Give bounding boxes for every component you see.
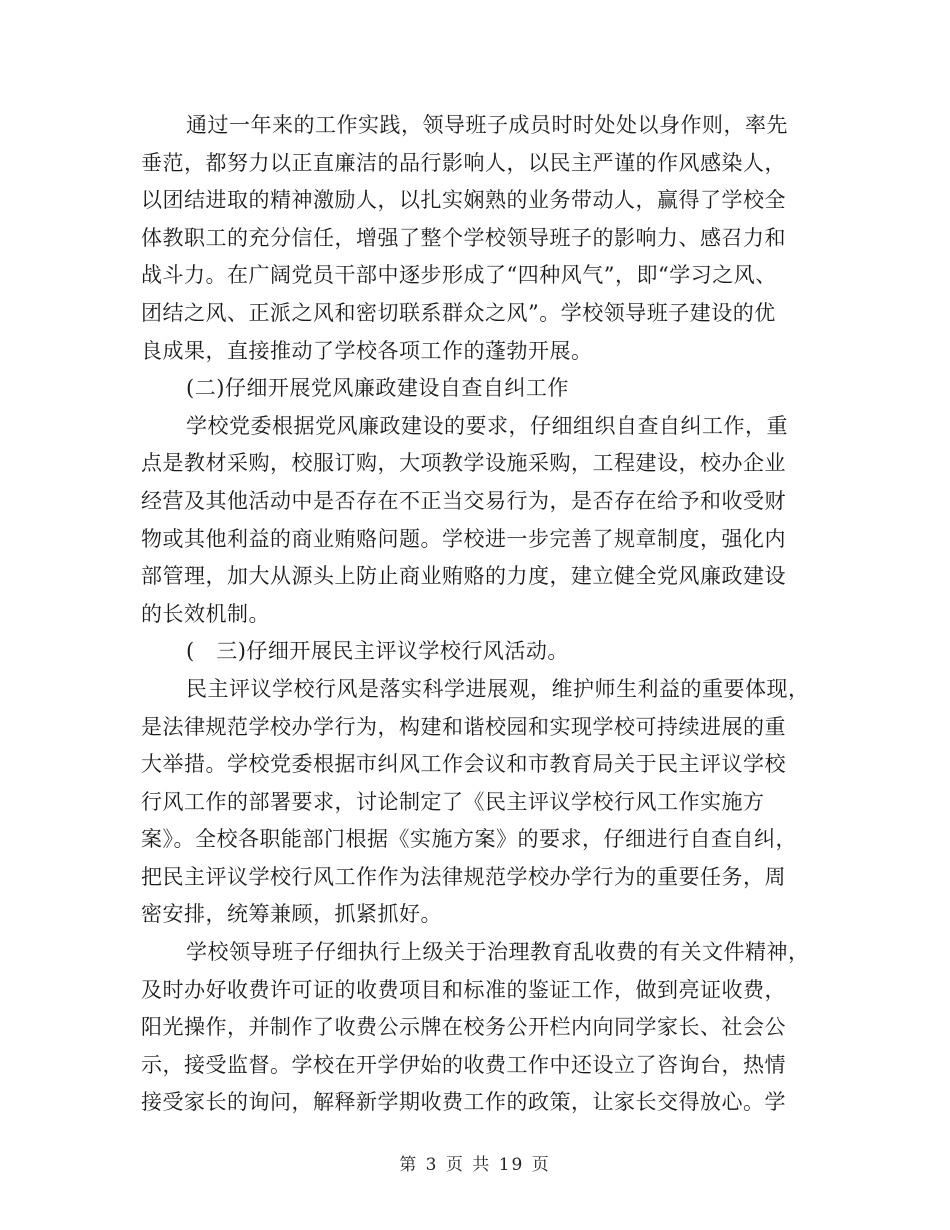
- text-line: 是法律规范学校办学行为，构建和谐校园和实现学校可持续进展的重: [141, 714, 786, 739]
- section-heading: (二)仔细开展党风廉政建设自查自纠工作: [186, 376, 569, 401]
- text-line: 体教职工的充分信任，增强了整个学校领导班子的影响力、感召力和: [141, 225, 786, 250]
- text-line: 把民主评议学校行风工作作为法律规范学校办学行为的重要任务，周: [141, 864, 786, 889]
- text-line: 经营及其他活动中是否存在不正当交易行为，是否存在给予和收受财: [141, 488, 786, 513]
- text-line: 的长效机制。: [141, 601, 270, 626]
- body-text: [141, 107, 810, 1122]
- text-line: 物或其他利益的商业贿赂问题。学校进一步完善了规章制度，强化内: [141, 526, 786, 551]
- text-line: 密安排，统筹兼顾，抓紧抓好。: [141, 902, 442, 927]
- text-line: 示，接受监督。学校在开学伊始的收费工作中还设立了咨询台，热情: [141, 1052, 786, 1077]
- text-line: 部管理，加大从源头上防止商业贿赂的力度，建立健全党风廉政建设: [141, 564, 786, 589]
- text-line: 点是教材采购，校服订购，大项教学设施采购，工程建设，校办企业: [141, 451, 786, 476]
- text-line: 接受家长的询问，解释新学期收费工作的政策，让家长交得放心。学: [141, 1090, 786, 1115]
- text-line: 民主评议学校行风是落实科学进展观，维护师生利益的重要体现，: [186, 676, 810, 701]
- text-line: 大举措。学校党委根据市纠风工作会议和市教育局关于民主评议学校: [141, 752, 786, 777]
- page-footer: 第 3 页 共 19 页: [399, 1155, 551, 1175]
- text-line: 及时办好收费许可证的收费项目和标准的鉴证工作，做到亮证收费，: [141, 977, 786, 1002]
- text-line: 通过一年来的工作实践，领导班子成员时时处处以身作则，率先: [186, 113, 788, 137]
- text-line: 学校党委根据党风廉政建设的要求，仔细组织自查自纠工作，重: [186, 413, 788, 438]
- text-line: 战斗力。在广阔党员干部中逐步形成了“四种风气”，即“学习之风、: [141, 263, 777, 288]
- text-line: 良成果，直接推动了学校各项工作的蓬勃开展。: [141, 338, 593, 363]
- text-line: 案》。全校各职能部门根据《实施方案》的要求，仔细进行自查自纠，: [141, 827, 797, 852]
- text-line: 行风工作的部署要求，讨论制定了《民主评议学校行风工作实施方: [141, 789, 765, 814]
- text-line: 阳光操作，并制作了收费公示牌在校务公开栏内向同学家长、社会公: [141, 1015, 786, 1040]
- text-line: 学校领导班子仔细执行上级关于治理教育乱收费的有关文件精神，: [186, 940, 810, 965]
- section-heading: ( 三)仔细开展民主评议学校行风活动。: [186, 639, 569, 664]
- text-line: 以团结进取的精神激励人，以扎实娴熟的业务带动人，赢得了学校全: [141, 188, 786, 213]
- text-line: 垂范，都努力以正直廉洁的品行影响人，以民主严谨的作风感染人，: [141, 150, 786, 175]
- text-line: 团结之风、正派之风和密切联系群众之风”。学校领导班子建设的优: [141, 300, 776, 325]
